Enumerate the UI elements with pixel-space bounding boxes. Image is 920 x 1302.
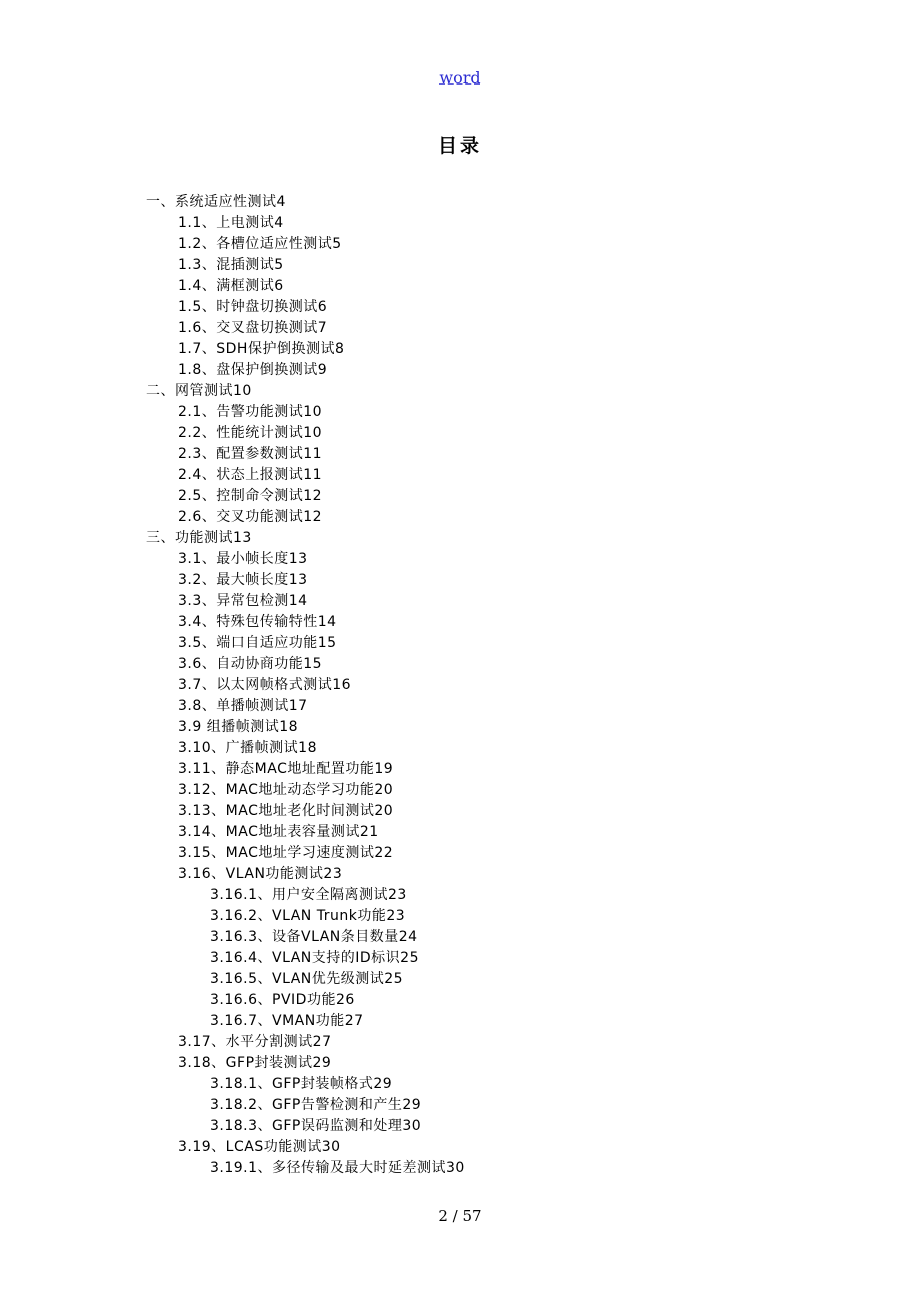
toc-entry-level-3[interactable]: 3.19.1、多径传输及最大时延差测试30: [210, 1160, 465, 1176]
header-word-link[interactable]: [0, 66, 920, 90]
toc-entry-level-2[interactable]: 2.5、控制命令测试12: [178, 488, 323, 504]
toc-entry-level-3[interactable]: 3.16.7、VMAN功能27: [210, 1013, 364, 1029]
table-of-contents: [0, 192, 920, 1179]
toc-entry-level-3[interactable]: 3.16.3、设备VLAN条目数量24: [210, 929, 418, 945]
toc-entry-level-2[interactable]: 3.13、MAC地址老化时间测试20: [178, 803, 394, 819]
toc-entry-level-2[interactable]: 2.6、交叉功能测试12: [178, 509, 323, 525]
toc-entry-level-3[interactable]: 3.16.2、VLAN Trunk功能23: [210, 908, 406, 924]
toc-entry-level-2[interactable]: 1.7、SDH保护倒换测试8: [178, 341, 345, 357]
toc-entry-level-2[interactable]: 3.10、广播帧测试18: [178, 740, 317, 756]
toc-entry-level-2[interactable]: 3.11、静态MAC地址配置功能19: [178, 761, 394, 777]
toc-entry-level-1[interactable]: 一、系统适应性测试4: [146, 194, 286, 210]
toc-entry-level-2[interactable]: 1.5、时钟盘切换测试6: [178, 299, 328, 315]
toc-entry-level-2[interactable]: 2.1、告警功能测试10: [178, 404, 323, 420]
toc-entry-level-2[interactable]: 3.4、特殊包传输特性14: [178, 614, 337, 630]
toc-entry-level-2[interactable]: 3.9 组播帧测试18: [178, 719, 299, 735]
page-title: 目录: [437, 135, 482, 157]
toc-entry-level-2[interactable]: 3.3、异常包检测14: [178, 593, 308, 609]
header-link-text[interactable]: word: [439, 68, 481, 87]
toc-entry-level-2[interactable]: 3.6、自动协商功能15: [178, 656, 323, 672]
toc-entry-level-3[interactable]: 3.18.2、GFP告警检测和产生29: [210, 1097, 422, 1113]
toc-entry-level-2[interactable]: 2.4、状态上报测试11: [178, 467, 323, 483]
toc-entry-level-2[interactable]: 3.14、MAC地址表容量测试21: [178, 824, 379, 840]
toc-entry-level-2[interactable]: 3.15、MAC地址学习速度测试22: [178, 845, 394, 861]
toc-entry-level-1[interactable]: 二、网管测试10: [146, 383, 252, 399]
toc-entry-level-2[interactable]: 1.2、各槽位适应性测试5: [178, 236, 342, 252]
toc-entry-level-2[interactable]: 3.12、MAC地址动态学习功能20: [178, 782, 394, 798]
toc-entry-level-2[interactable]: 3.17、水平分割测试27: [178, 1034, 332, 1050]
toc-entry-level-1[interactable]: 三、功能测试13: [146, 530, 252, 546]
toc-entry-level-3[interactable]: 3.18.3、GFP误码监测和处理30: [210, 1118, 422, 1134]
toc-entry-level-2[interactable]: 3.5、端口自适应功能15: [178, 635, 337, 651]
toc-entry-level-2[interactable]: 3.1、最小帧长度13: [178, 551, 308, 567]
toc-entry-level-2[interactable]: 3.2、最大帧长度13: [178, 572, 308, 588]
toc-entry-level-3[interactable]: 3.16.1、用户安全隔离测试23: [210, 887, 407, 903]
toc-entry-level-2[interactable]: 1.3、混插测试5: [178, 257, 284, 273]
toc-entry-level-2[interactable]: 3.19、LCAS功能测试30: [178, 1139, 341, 1155]
toc-entry-level-3[interactable]: 3.18.1、GFP封装帧格式29: [210, 1076, 393, 1092]
toc-entry-level-2[interactable]: 3.18、GFP封装测试29: [178, 1055, 332, 1071]
toc-entry-level-2[interactable]: 1.6、交叉盘切换测试7: [178, 320, 328, 336]
toc-entry-level-2[interactable]: 1.1、上电测试4: [178, 215, 284, 231]
toc-entry-level-2[interactable]: 3.7、以太网帧格式测试16: [178, 677, 352, 693]
toc-entry-level-2[interactable]: 1.8、盘保护倒换测试9: [178, 362, 328, 378]
toc-entry-level-2[interactable]: 2.2、性能统计测试10: [178, 425, 323, 441]
toc-entry-level-3[interactable]: 3.16.4、VLAN支持的ID标识25: [210, 950, 420, 966]
page-number: 2 / 57: [438, 1207, 482, 1225]
toc-entry-level-2[interactable]: 2.3、配置参数测试11: [178, 446, 323, 462]
toc-entry-level-2[interactable]: 3.8、单播帧测试17: [178, 698, 308, 714]
toc-entry-level-2[interactable]: 3.16、VLAN功能测试23: [178, 866, 343, 882]
toc-entry-level-3[interactable]: 3.16.6、PVID功能26: [210, 992, 355, 1008]
toc-entry-level-3[interactable]: 3.16.5、VLAN优先级测试25: [210, 971, 404, 987]
toc-entry-level-2[interactable]: 1.4、满框测试6: [178, 278, 284, 294]
